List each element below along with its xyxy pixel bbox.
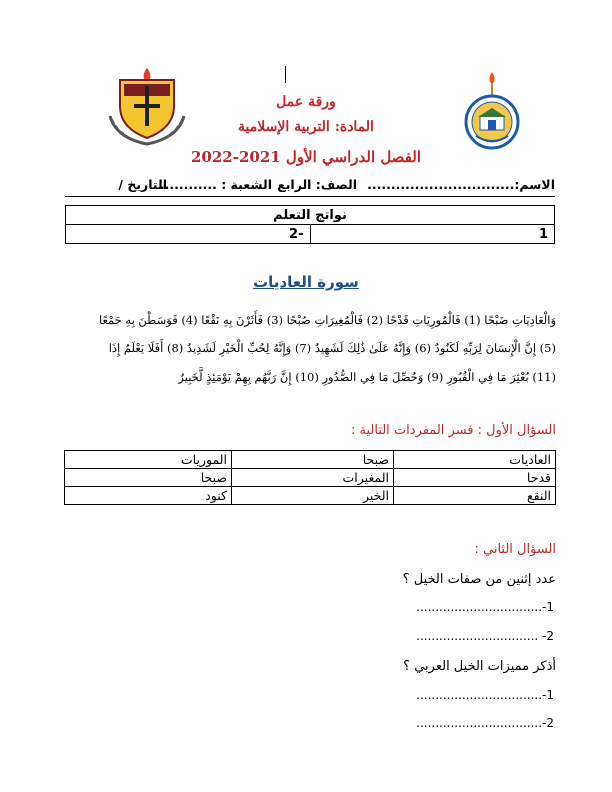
vocab-cell: المغيرات bbox=[231, 469, 393, 487]
semester-line: الفصل الدراسي الأول 2021-2022 bbox=[190, 148, 422, 166]
vocab-cell: صبحا bbox=[65, 469, 232, 487]
outcome-item-2[interactable]: -2 bbox=[66, 225, 311, 244]
outcome-item-1[interactable]: 1 bbox=[310, 225, 555, 244]
student-info-line bbox=[65, 175, 555, 195]
question2-prompt-1: عدد إثنين من صفات الخيل ؟ bbox=[402, 572, 556, 587]
vocabulary-table bbox=[64, 450, 556, 505]
outcomes-title: نواتج التعلم bbox=[66, 206, 555, 225]
grade-field: الصف: الرابع bbox=[277, 177, 357, 192]
info-underline bbox=[65, 196, 555, 197]
question2-title: السؤال الثاني : bbox=[474, 542, 556, 557]
school-emblem-logo bbox=[462, 70, 522, 150]
vocab-cell: الخير bbox=[231, 487, 393, 505]
vocab-cell: كنود bbox=[65, 487, 232, 505]
vocab-cell: العاديات bbox=[393, 451, 555, 469]
date-field[interactable]: التاريخ / bbox=[118, 177, 167, 192]
vocab-cell: قدحا bbox=[393, 469, 555, 487]
vocab-cell: ضبحا bbox=[231, 451, 393, 469]
subject-line: المادة: التربية الإسلامية bbox=[238, 119, 374, 135]
learning-outcomes-table bbox=[65, 205, 555, 244]
surah-line-1: وَالْعَادِيَاتِ ضَبْحًا (1) فَالْمُورِيَاتِ قَدْحًا (2) فَالْمُغِيرَاتِ صُبْحًا (3) فَأَثَرْنَ بِهِ نَقْعًا (4) فَوَسَطْنَ بِهِ جَمْعًا bbox=[98, 313, 556, 327]
answer-line-2[interactable]: 2- ................................ bbox=[416, 629, 554, 643]
section-field[interactable]: الشعبة : ............ bbox=[159, 177, 272, 192]
answer-line-4[interactable]: 2-................................. bbox=[416, 716, 554, 730]
surah-line-2: (5) إِنَّ الْإِنسَانَ لِرَبِّهِ لَكَنُودٌ (6) وَإِنَّهُ عَلَىٰ ذَٰلِكَ لَشَهِيدٌ (7) وَإِنَّهُ لِحُبِّ الْخَيْرِ لَشَدِيدٌ (8) أَفَلَا يَعْلَمُ إِذَا bbox=[108, 341, 556, 355]
table-row bbox=[65, 451, 556, 469]
vocab-cell: النقع bbox=[393, 487, 555, 505]
question2-prompt-2: أذكر مميزات الخيل العربي ؟ bbox=[403, 659, 556, 674]
text-cursor bbox=[285, 66, 286, 83]
answer-line-1[interactable]: 1-................................. bbox=[416, 600, 554, 614]
worksheet-title: ورقة عمل bbox=[276, 94, 336, 110]
question1-title: السؤال الأول : فسر المفردات التالية : bbox=[350, 423, 556, 438]
surah-line-3: (11) بُعْثِرَ مَا فِي الْقُبُورِ (9) وَحُصِّلَ مَا فِي الصُّدُورِ (10) إِنَّ رَبَّهُم بِهِمْ يَوْمَئِذٍ لَّخَبِيرٌ bbox=[178, 370, 556, 384]
surah-title: سورة العاديات bbox=[253, 273, 359, 291]
table-row bbox=[65, 487, 556, 505]
answer-line-3[interactable]: 1-................................. bbox=[416, 688, 554, 702]
vocab-cell: الموريات bbox=[65, 451, 232, 469]
name-field[interactable]: الاسم:............................... bbox=[367, 177, 555, 192]
table-row bbox=[65, 469, 556, 487]
